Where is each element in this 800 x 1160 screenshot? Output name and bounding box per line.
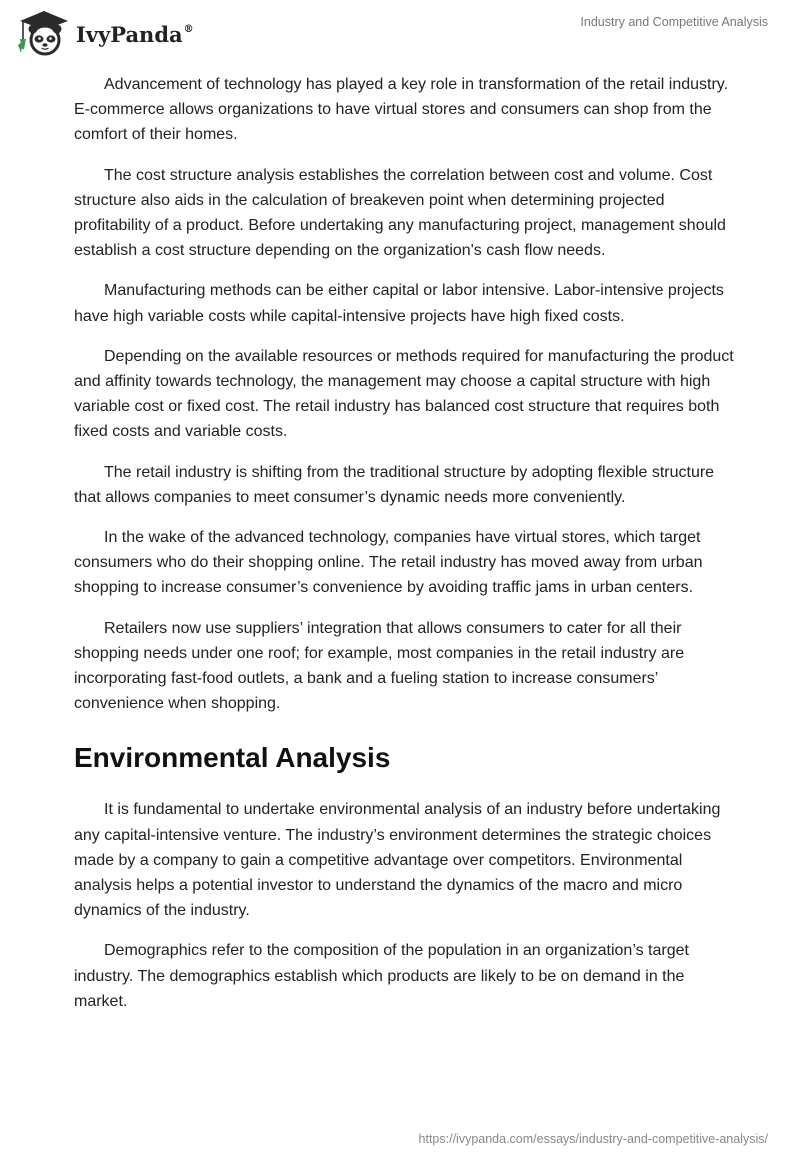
- panda-graduate-icon: [14, 7, 70, 57]
- paragraph: Manufacturing methods can be either capital or labor intensive. Labor-intensive projects have high variable costs while capital-intensive projects have high fixed costs.: [74, 282, 724, 325]
- ivypanda-logo[interactable]: [14, 8, 194, 56]
- section-heading: Environmental Analysis: [74, 742, 391, 774]
- brand-name: IvyPanda®: [76, 21, 194, 47]
- paragraph: Advancement of technology has played a key role in transformation of the retail industry. E-commerce allows organizations to have virtual stores and consumers can shop from the comfort of their homes.: [74, 76, 729, 144]
- paragraph: In the wake of the advanced technology, companies have virtual stores, which target consumers who do their shopping online. The retail industry has moved away from urban shopping to increase consumer’s convenience by avoiding traffic jams in urban centers.: [74, 529, 703, 597]
- paragraph: The retail industry is shifting from the traditional structure by adopting flexible structure that allows companies to meet consumer’s dynamic needs more conveniently.: [74, 463, 715, 506]
- source-url[interactable]: https://ivypanda.com/essays/industry-and-competitive-analysis/: [418, 1132, 768, 1146]
- essay-body: [74, 72, 734, 1029]
- paragraph: Retailers now use suppliers’ integration that allows consumers to cater for all their shopping needs under one roof; for example, most companies in the retail industry are incorporating fast-food outlets, a bank and a fueling station to increase consumers’ convenience when shopping.: [74, 619, 685, 713]
- paragraph: Depending on the available resources or methods required for manufacturing the product and affinity towards technology, the management may choose a capital structure with high variable cost or fixed cost. The retail industry has balanced cost structure that requires both fixed costs and variable costs.: [74, 347, 734, 441]
- paragraph: Demographics refer to the composition of the population in an organization’s target industry. The demographics establish which products are likely to be on demand in the market.: [74, 942, 689, 1010]
- paragraph: The cost structure analysis establishes the correlation between cost and volume. Cost structure also aids in the calculation of breakeven point when determining projected profitability of a product. Before undertaking any manufacturing project, management should establish a cost structure depending on the organization's cash flow needs.: [74, 166, 726, 260]
- paragraph: It is fundamental to undertake environmental analysis of an industry before undertaking any capital-intensive venture. The industry’s environment determines the strategic choices made by a company to gain a competitive advantage over competitors. Environmental analysis helps a potential investor to understand the dynamics of the macro and micro dynamics of the industry.: [74, 801, 721, 920]
- page-header: [0, 0, 800, 64]
- document-title: Industry and Competitive Analysis: [580, 15, 768, 29]
- registered-mark: ®: [183, 23, 194, 35]
